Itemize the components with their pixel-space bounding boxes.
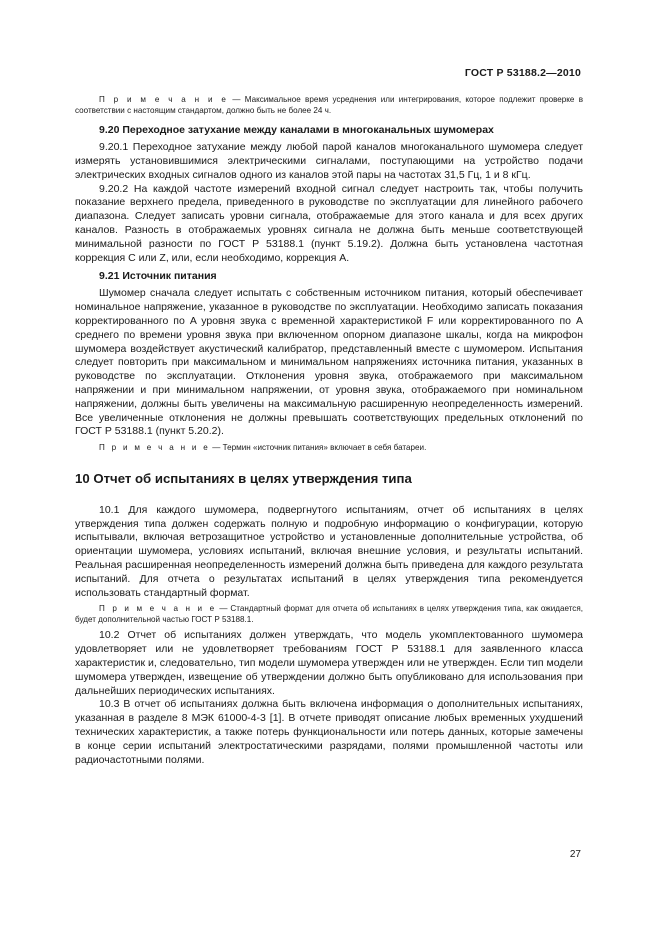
subsection-heading-9-20: 9.20 Переходное затухание между каналами в многоканальных шумомерах xyxy=(99,124,494,137)
subsection-heading-9-21: 9.21 Источник питания xyxy=(99,270,217,283)
note-prefix: П р и м е ч а н и е xyxy=(99,95,229,104)
section-heading-10: 10 Отчет об испытаниях в целях утверждения типа xyxy=(75,470,412,486)
note-text: — Максимальное время усреднения или интегрирования, которое подлежит проверке в соответствии с настоящим стандартом, должно быть не более 24 ч. xyxy=(75,95,583,115)
paragraph-9-20-2: 9.20.2 На каждой частоте измерений входной сигнал следует настроить так, чтобы получить показание верхнего предела, приведенного в руководстве по эксплуатации для линейного рабочего диапазона. Следует записать уровни сигнала, отображаемые для этого канала и для всех других каналов. Разность в отображаемых уровнях сигнала не должна быть меньше соответствующей минимальной разности по ГОСТ Р 53188.1 (пункт 5.19.2). Должна быть установлена частотная коррекция C или Z, или, если необходимо, коррекция A. xyxy=(75,182,583,264)
document-header: ГОСТ Р 53188.2—2010 xyxy=(464,67,581,79)
note-text: — Стандартный формат для отчета об испытаниях в целях утверждения типа, как ожидается, будет дополнительной частью ГОСТ Р 53188.1. xyxy=(75,604,583,624)
page-number: 27 xyxy=(569,849,581,860)
paragraph-10-2: 10.2 Отчет об испытаниях должен утверждать, что модель укомплектованного шумомера удовлетворяет или не удовлетворяет требованиям ГОСТ Р 53188.1 для заявленного класса характеристик и, следовательно, тип модели шумомера утвержден или не утвержден. Если тип модели шумомера утвержден, извещение об утверждении должно быть опубликовано для использования при дальнейших периодических испытаниях. xyxy=(75,629,583,697)
note-averaging-time xyxy=(75,95,583,116)
paragraph-10-3: 10.3 В отчет об испытаниях должна быть включена информация о дополнительных испытаниях, указанная в разделе 8 МЭК 61000-4-3 [1]. В отчете приводят описание любых временных ухудшений технических характеристик, а также потерь функциональности или потерь данных, которые замечены в конце серии испытаний электростатическими разрядами, полями промышленной частоты или радиочастотными полями. xyxy=(75,698,583,766)
paragraph-9-21: Шумомер сначала следует испытать с собственным источником питания, который обеспечивает номинальное напряжение, указанное в руководстве по эксплуатации. Необходимо записать показания корректированного по A уровня звука с временной характеристикой F или корректированного по A среднего по времени уровня звука при включенном опорном диапазоне шкалы, когда на микрофон шумомера воздействует акустический калибратор, представленный вместе с шумомером. Испытания следует повторить при максимальном и минимальном напряжениях источника питания, указанных в руководстве по эксплуатации. Отклонения уровня звука, отображаемого при максимальном напряжении и при минимальном напряжении, от уровня звука, отображаемого при номинальном напряжении, должны быть увеличены на максимальную расширенную неопределенность измерений. Все увеличенные отклонения не должны превышать соответствующих предельных отклонений по ГОСТ Р 53188.1 (пункт 5.20.2). xyxy=(75,287,583,438)
paragraph-10-1: 10.1 Для каждого шумомера, подвергнутого испытаниям, отчет об испытаниях в целях утверждения типа должен содержать полную и подробную информацию о конфигурации, которую испытывали, включая ветрозащитное устройство и установленные дополнительные устройства, об ориентации шумомера, условиях испытаний, включая внешние условия, и результаты испытаний. Реальная расширенная неопределенность измерений должна быть приведена для каждого результата испытаний. Для отчета о результатах испытаний в целях утверждения типа рекомендуется использовать стандартный формат. xyxy=(75,503,583,599)
paragraph-9-20-1: 9.20.1 Переходное затухание между любой парой каналов многоканального шумомера следует измерять установившимися электрическими сигналами, поступающими на устройство подачи электрических входных сигналов одного из каналов этой пары на частотах 31,5 Гц, 1 и 8 кГц. xyxy=(75,141,583,181)
note-prefix: П р и м е ч а н и е xyxy=(99,604,217,614)
note-text: — Термин «источник питания» включает в себя батареи. xyxy=(210,443,427,453)
note-standard-format xyxy=(75,604,583,625)
note-power-source xyxy=(75,443,583,454)
document-body xyxy=(75,95,583,767)
note-prefix: П р и м е ч а н и е xyxy=(99,443,211,453)
